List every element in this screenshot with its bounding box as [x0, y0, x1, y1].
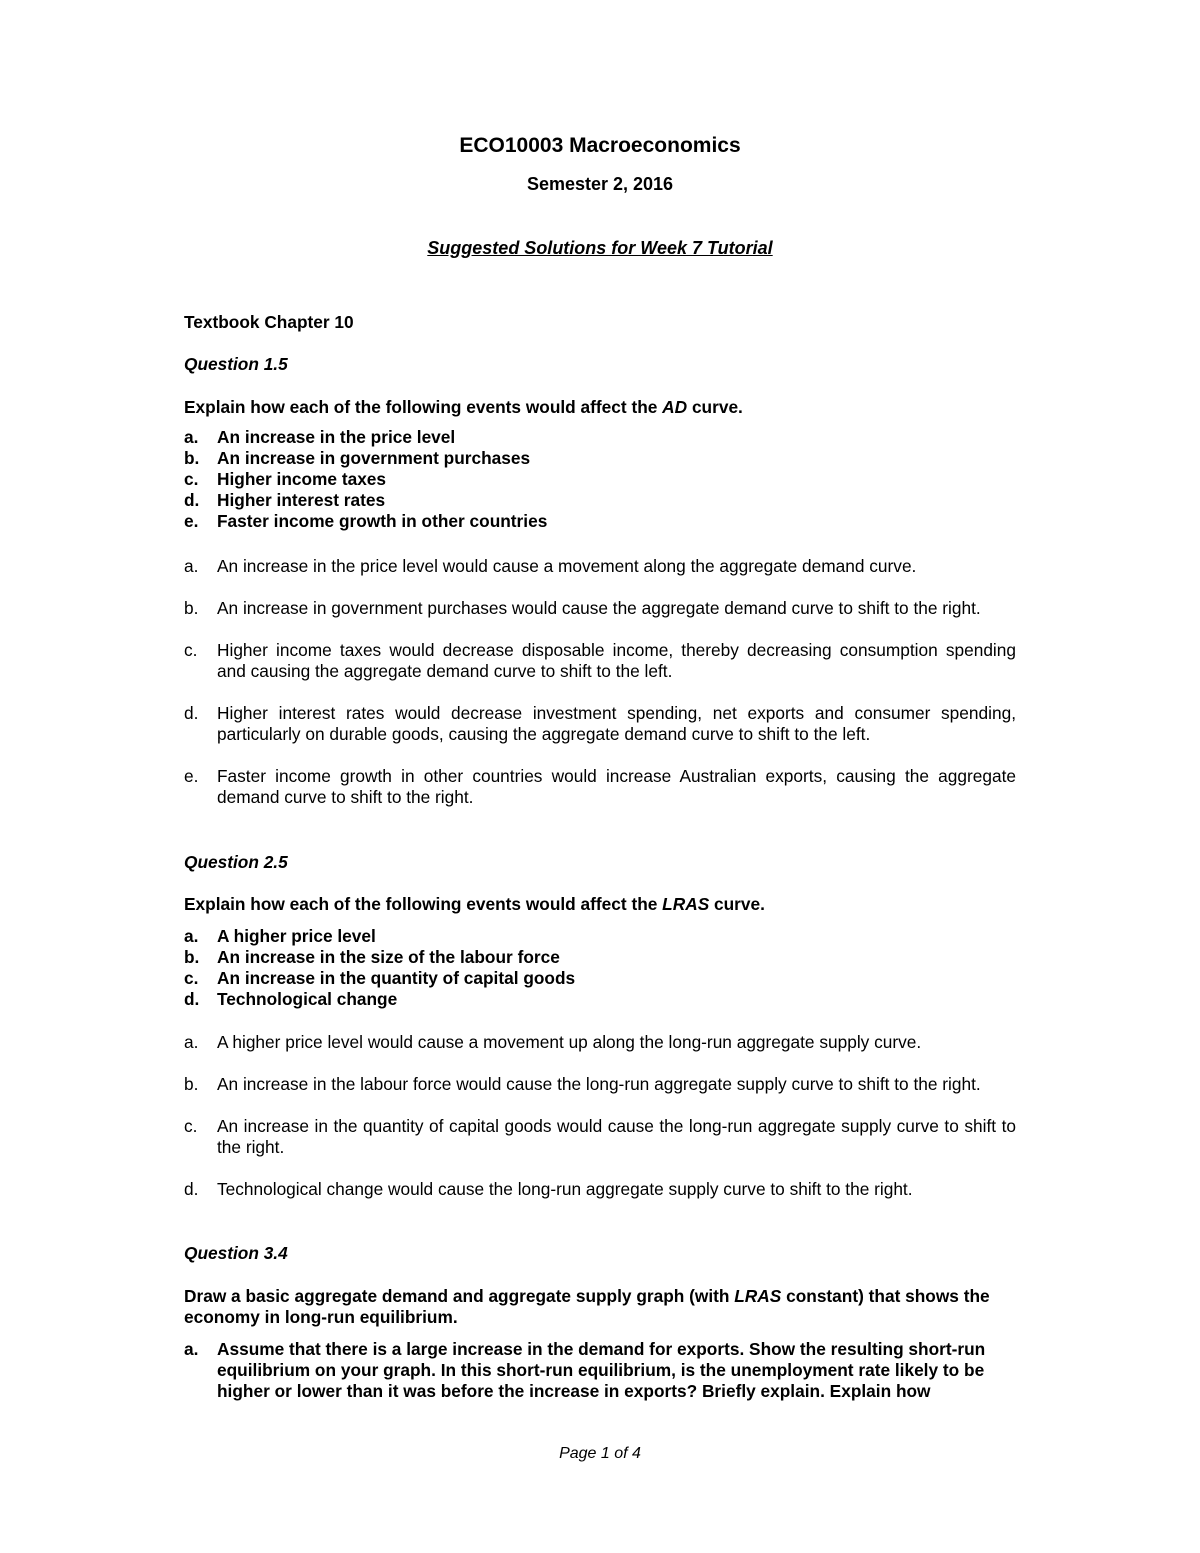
answer-text: Higher interest rates would decrease investment spending, net exports and consumer spending, particularly on durable goods, causing the aggregate demand curve to shift to the left. — [217, 703, 1016, 744]
answer-item — [184, 1116, 1016, 1158]
question-3-heading: Question 3.4 — [184, 1243, 288, 1263]
question-1-items — [184, 427, 1016, 532]
item-label: b. — [184, 448, 200, 468]
item-label: a. — [184, 1339, 199, 1359]
answer-text: Technological change would cause the long-run aggregate supply curve to shift to the right. — [217, 1179, 913, 1199]
answer-item — [184, 1179, 1016, 1200]
item-label: d. — [184, 490, 200, 510]
question-2-heading: Question 2.5 — [184, 852, 288, 872]
prompt-text: curve. — [709, 894, 765, 914]
chapter-heading: Textbook Chapter 10 — [184, 312, 354, 332]
answer-label: a. — [184, 556, 199, 576]
answer-text: An increase in the labour force would cause the long-run aggregate supply curve to shift to the right. — [217, 1074, 981, 1094]
item-label: c. — [184, 968, 199, 988]
list-item — [184, 926, 1016, 947]
item-label: e. — [184, 511, 199, 531]
answer-text: An increase in government purchases would cause the aggregate demand curve to shift to the right. — [217, 598, 981, 618]
item-text: Assume that there is a large increase in the demand for exports. Show the resulting short-run equilibrium on your graph. In this short-run equilibrium, is the unemployment rate likely to be higher or lower than it was before the increase in exports? Briefly explain. Explain how — [217, 1339, 986, 1401]
answer-item — [184, 640, 1016, 682]
course-title: ECO10003 Macroeconomics — [459, 134, 741, 157]
answer-item — [184, 703, 1016, 745]
item-text: Higher interest rates — [217, 490, 386, 510]
answer-text: Faster income growth in other countries would increase Australian exports, causing the aggregate demand curve to shift to the right. — [217, 766, 1016, 807]
answer-label: a. — [184, 1032, 199, 1052]
answer-text: Higher income taxes would decrease disposable income, thereby decreasing consumption spending and causing the aggregate demand curve to shift to the left. — [217, 640, 1016, 681]
list-item — [184, 427, 1016, 448]
item-text: Higher income taxes — [217, 469, 387, 489]
list-item — [184, 968, 1016, 989]
question-2-answers — [184, 1032, 1016, 1221]
prompt-text: constant) that shows the economy in long-run equilibrium. — [184, 1286, 990, 1327]
item-label: c. — [184, 469, 199, 489]
answer-label: c. — [184, 640, 198, 660]
answer-item — [184, 1074, 1016, 1095]
answer-item — [184, 556, 1016, 577]
prompt-text: Explain how each of the following events would affect the — [184, 397, 663, 417]
question-1-heading: Question 1.5 — [184, 354, 288, 374]
prompt-term: LRAS — [734, 1286, 782, 1306]
question-2-prompt — [184, 894, 1016, 915]
prompt-text: Draw a basic aggregate demand and aggregate supply graph (with — [184, 1286, 735, 1306]
question-3-items — [184, 1339, 1016, 1402]
answer-label: b. — [184, 598, 199, 618]
page-number: Page 1 of 4 — [559, 1445, 641, 1462]
prompt-text: curve. — [687, 397, 743, 417]
list-item — [184, 469, 1016, 490]
item-label: d. — [184, 989, 200, 1009]
answer-label: d. — [184, 1179, 199, 1199]
answer-text: An increase in the price level would cause a movement along the aggregate demand curve. — [217, 556, 917, 576]
item-text: An increase in government purchases — [217, 448, 531, 468]
list-item — [184, 448, 1016, 469]
item-text: A higher price level — [217, 926, 376, 946]
list-item — [184, 1339, 1016, 1402]
answer-item — [184, 598, 1016, 619]
list-item — [184, 511, 1016, 532]
item-text: An increase in the price level — [217, 427, 456, 447]
item-label: a. — [184, 926, 199, 946]
list-item — [184, 947, 1016, 968]
item-text: An increase in the size of the labour force — [217, 947, 560, 967]
answer-label: b. — [184, 1074, 199, 1094]
answer-text: An increase in the quantity of capital goods would cause the long-run aggregate supply curve to shift to the right. — [217, 1116, 1016, 1157]
answer-label: c. — [184, 1116, 198, 1136]
question-3-prompt — [184, 1286, 1016, 1328]
semester-label: Semester 2, 2016 — [526, 174, 674, 194]
prompt-term: AD — [662, 397, 688, 417]
item-text: Technological change — [217, 989, 398, 1009]
list-item — [184, 989, 1016, 1010]
prompt-text: Explain how each of the following events would affect the — [184, 894, 663, 914]
answer-label: d. — [184, 703, 199, 723]
question-1-answers — [184, 556, 1016, 829]
answer-item — [184, 766, 1016, 808]
document-subtitle: Suggested Solutions for Week 7 Tutorial — [427, 238, 773, 258]
prompt-term: LRAS — [662, 894, 710, 914]
item-text: An increase in the quantity of capital goods — [217, 968, 576, 988]
question-1-prompt — [184, 397, 1016, 418]
item-text: Faster income growth in other countries — [217, 511, 548, 531]
item-label: b. — [184, 947, 200, 967]
item-label: a. — [184, 427, 199, 447]
answer-text: A higher price level would cause a movement up along the long-run aggregate supply curve. — [217, 1032, 922, 1052]
answer-label: e. — [184, 766, 199, 786]
answer-item — [184, 1032, 1016, 1053]
list-item — [184, 490, 1016, 511]
question-2-items — [184, 926, 1016, 1010]
